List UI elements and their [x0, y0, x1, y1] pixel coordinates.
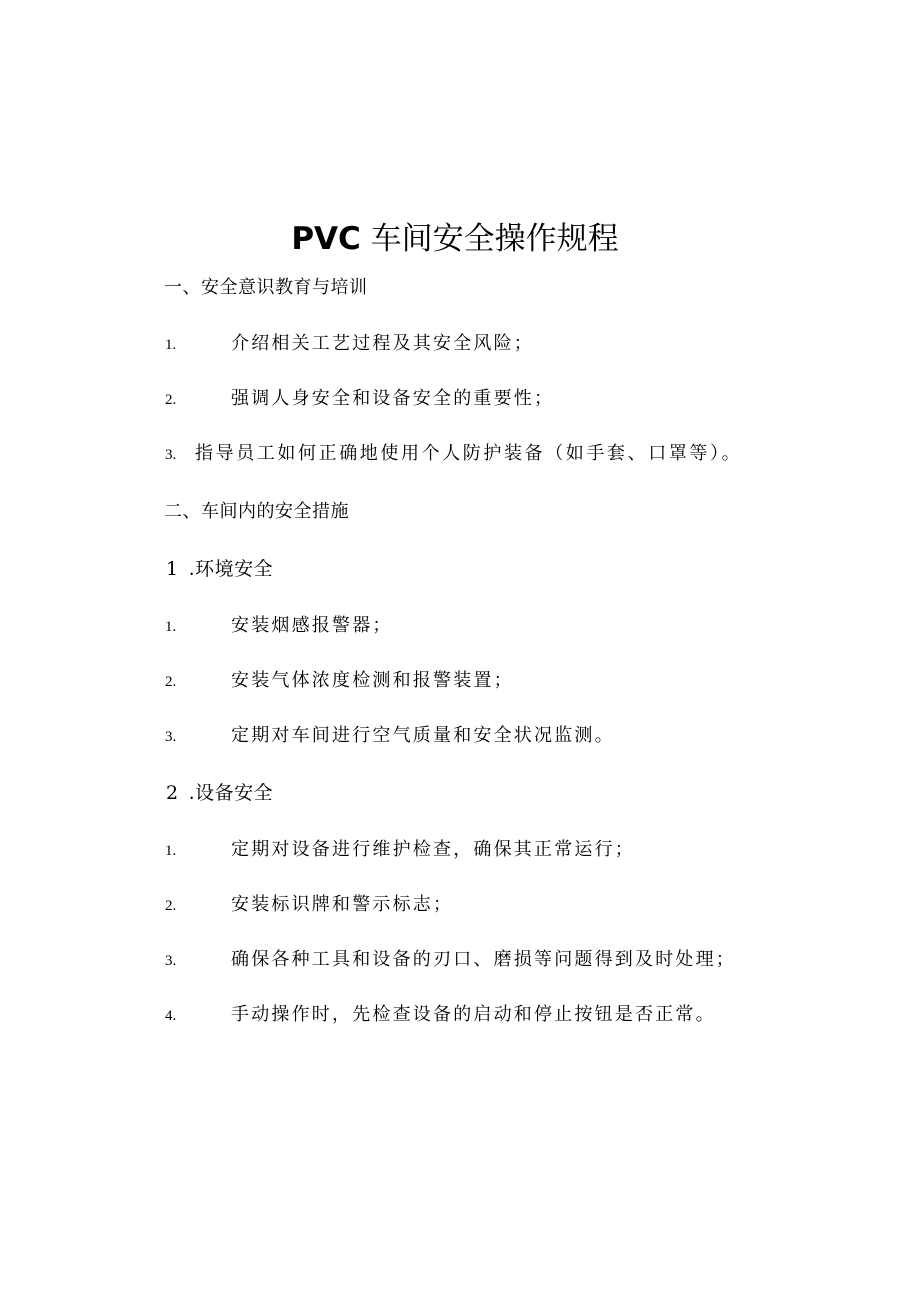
- list-item: [165, 721, 615, 747]
- subsection-number: 2: [166, 782, 179, 804]
- title-rest: 车间安全操作规程: [370, 221, 619, 257]
- list-item: [165, 329, 534, 355]
- list-item-number: 2.: [165, 898, 177, 914]
- subsection-number: 1: [166, 558, 179, 580]
- page-title: [0, 213, 910, 258]
- subsection-heading-1: [166, 554, 273, 581]
- list-item-number: 1.: [165, 337, 177, 353]
- list-item-number: 2.: [165, 392, 177, 408]
- list-item-number: 1.: [165, 843, 177, 859]
- subsection-label: .设备安全: [188, 782, 274, 804]
- subsection-label: .环境安全: [188, 558, 274, 580]
- list-item-number: 2.: [165, 674, 177, 690]
- list-item-text: 定期对设备进行维护检查，确保其正常运行；: [231, 839, 635, 860]
- list-item-number: 3.: [165, 953, 177, 969]
- section-heading-1: 一、安全意识教育与培训: [164, 277, 368, 298]
- subsection-heading-2: [166, 778, 273, 805]
- list-item-text: 安装标识牌和警示标志；: [231, 894, 454, 915]
- list-item-text: 安装烟感报警器；: [231, 615, 393, 636]
- list-item: [165, 945, 736, 971]
- list-item-text: 介绍相关工艺过程及其安全风险；: [231, 333, 534, 354]
- title-latin: PVC: [291, 221, 361, 257]
- list-item-text: 安装气体浓度检测和报警装置；: [231, 670, 514, 691]
- list-item: [165, 890, 453, 916]
- list-item-text: 定期对车间进行空气质量和安全状况监测。: [231, 725, 615, 746]
- list-item: [165, 611, 393, 637]
- list-item-number: 4.: [165, 1008, 177, 1024]
- list-item: [165, 439, 742, 465]
- list-item-number: 3.: [165, 447, 177, 463]
- list-item-number: 3.: [165, 729, 177, 745]
- list-item-text: 强调人身安全和设备安全的重要性；: [231, 388, 555, 409]
- list-item-text: 手动操作时，先检查设备的启动和停止按钮是否正常。: [231, 1004, 716, 1025]
- list-item: [165, 666, 514, 692]
- list-item: [165, 1000, 716, 1026]
- list-item-text: 确保各种工具和设备的刃口、磨损等问题得到及时处理；: [231, 949, 736, 970]
- list-item: [165, 835, 635, 861]
- list-item-text: 指导员工如何正确地使用个人防护装备（如手套、口罩等）。: [195, 443, 743, 464]
- section-heading-2: 二、车间内的安全措施: [164, 501, 349, 522]
- list-item: [165, 384, 554, 410]
- list-item-number: 1.: [165, 619, 177, 635]
